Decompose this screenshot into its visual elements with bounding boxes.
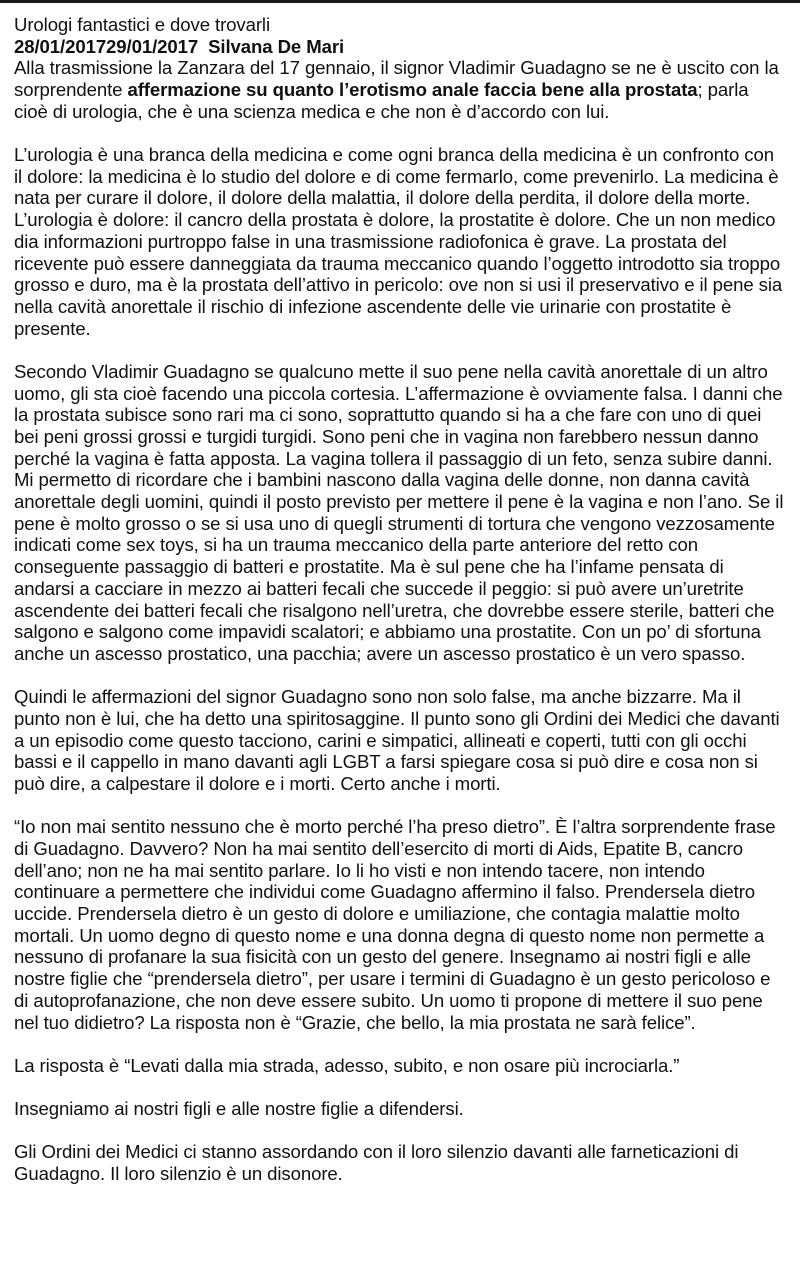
paragraph-1-part-b: ; parla cioè di urologia, che è una scienza medica e che non è d’accordo con lui. — [14, 79, 749, 122]
paragraph-8: Gli Ordini dei Medici ci stanno assordando con il loro silenzio davanti alle farneticazioni di Guadagno. Il loro silenzio è un disonore. — [14, 1141, 739, 1184]
paragraph-7: Insegniamo ai nostri figli e alle nostre figlie a difendersi. — [14, 1097, 464, 1119]
paragraph-4: Quindi le affermazioni del signor Guadagno sono non solo false, ma anche bizzarre. Ma il punto non è lui, che ha detto una spiritosaggine. Il punto sono gli Ordini dei Medici che davanti a un episodio come questo tacciono, carini e simpatici, allineati e coperti, tutti con gli occhi bassi e il cappello in mano davanti agli LGBT a farsi spiegare cosa si può dire e cosa non si può dire, a calpestare il dolore e i morti. Certo anche i morti. — [14, 686, 780, 794]
paragraph-5: “Io non mai sentito nessuno che è morto perché l’ha preso dietro”. È l’altra sorprendente frase di Guadagno. Davvero? Non ha mai sentito dell’esercito di morti di Aids, Epatite B, cancro dell’ano; non ne ha mai sentito parlare. Io li ho visti e non intendo tacere, non intendo continuare a permettere che individui come Guadagno affermino il falso. Prendersela dietro uccide. Prendersela dietro è un gesto di dolore e umiliazione, che contagia malattie molto mortali. Un uomo degno di questo nome e una donna degna di questo nome non permette a nessuno di profanare la sua fisicità con un gesto del genere. Insegnamo ai nostri figli e alle nostre figlie che “prendersela dietro”, per usare i termini di Guadagno è un gesto pericoloso e di autoprofanazione, che non deve essere subito. Un uomo ti propone di mettere il suo pene nel tuo didietro? La risposta non è “Grazie, che bello, la mia prostata ne sarà felice”. — [14, 816, 776, 1033]
paragraph-1-bold: affermazione su quanto l’erotismo anale faccia bene alla prostata — [127, 79, 698, 101]
article — [14, 14, 786, 1206]
article-byline — [14, 36, 786, 58]
paragraph-2: L’urologia è una branca della medicina e come ogni branca della medicina è un confronto con il dolore: la medicina è lo studio del dolore e di come fermarlo, come prevenirlo. La medicina è nata per curare il dolore, il dolore della malattia, il dolore della perdita, il dolore della morte. L’urologia è dolore: il cancro della prostata è dolore, la prostatite è dolore. Che un non medico dia informazioni purtroppo false in una trasmissione radiofonica è grave. La prostata del ricevente può essere danneggiata da trauma meccanico quando l’oggetto introdotto sia troppo grosso e duro, ma è la prostata dell’attivo in pericolo: ove non si usi il preservativo e il pene sia nella cavità anorettale il rischio di infezione ascendente delle vie urinarie con prostatite è presente. — [14, 144, 783, 339]
paragraph-1-part-a: Alla trasmissione la Zanzara del 17 gennaio, il signor Vladimir Guadagno se ne è uscito con la sorprendente — [14, 57, 779, 101]
article-title: Urologi fantastici e dove trovarli — [14, 14, 270, 35]
paragraph-6: La risposta è “Levati dalla mia strada, adesso, subito, e non osare più incrociarla.” — [14, 1054, 680, 1076]
article-dates: 28/01/201729/01/2017 — [14, 35, 199, 57]
article-author: Silvana De Mari — [208, 35, 345, 57]
paragraph-1 — [14, 57, 786, 122]
paragraph-3: Secondo Vladimir Guadagno se qualcuno mette il suo pene nella cavità anorettale di un altro uomo, gli sta cioè facendo una piccola cortesia. L’affermazione è ovviamente falsa. I danni che la prostata subisce sono rari ma ci sono, soprattutto quando si ha a che fare con uno di quei bei peni grossi grossi e turgidi turgidi. Sono peni che in vagina non farebbero nessun danno perché la vagina è fatta apposta. La vagina tollera il passaggio di un feto, senza subire danni. Mi permetto di ricordare che i bambini nascono dalla vagina delle donne, non danna cavità anorettale degli uomini, quindi il posto previsto per mettere il pene è la vagina e non l’ano. Se il pene è molto grosso o se si usa uno di quegli strumenti di tortura che vengono vezzosamente indicati come sex toys, si ha un trauma meccanico della parte anteriore del retto con conseguente passaggio di batteri e prostatite. Ma è sul pene che ha l’infame pensata di andarsi a cacciare in mezzo ai batteri fecali che succede il peggio: si può avere un’uretrite ascendente dei batteri fecali che risalgono nell’uretra, che dovrebbe essere sterile, batteri che salgono e salgono come impavidi scalatori; e abbiamo una prostatite. Con un po’ di sfortuna anche un ascesso prostatico, una pacchia; avere un ascesso prostatico è un vero spasso. — [14, 360, 784, 664]
top-divider — [0, 0, 800, 3]
